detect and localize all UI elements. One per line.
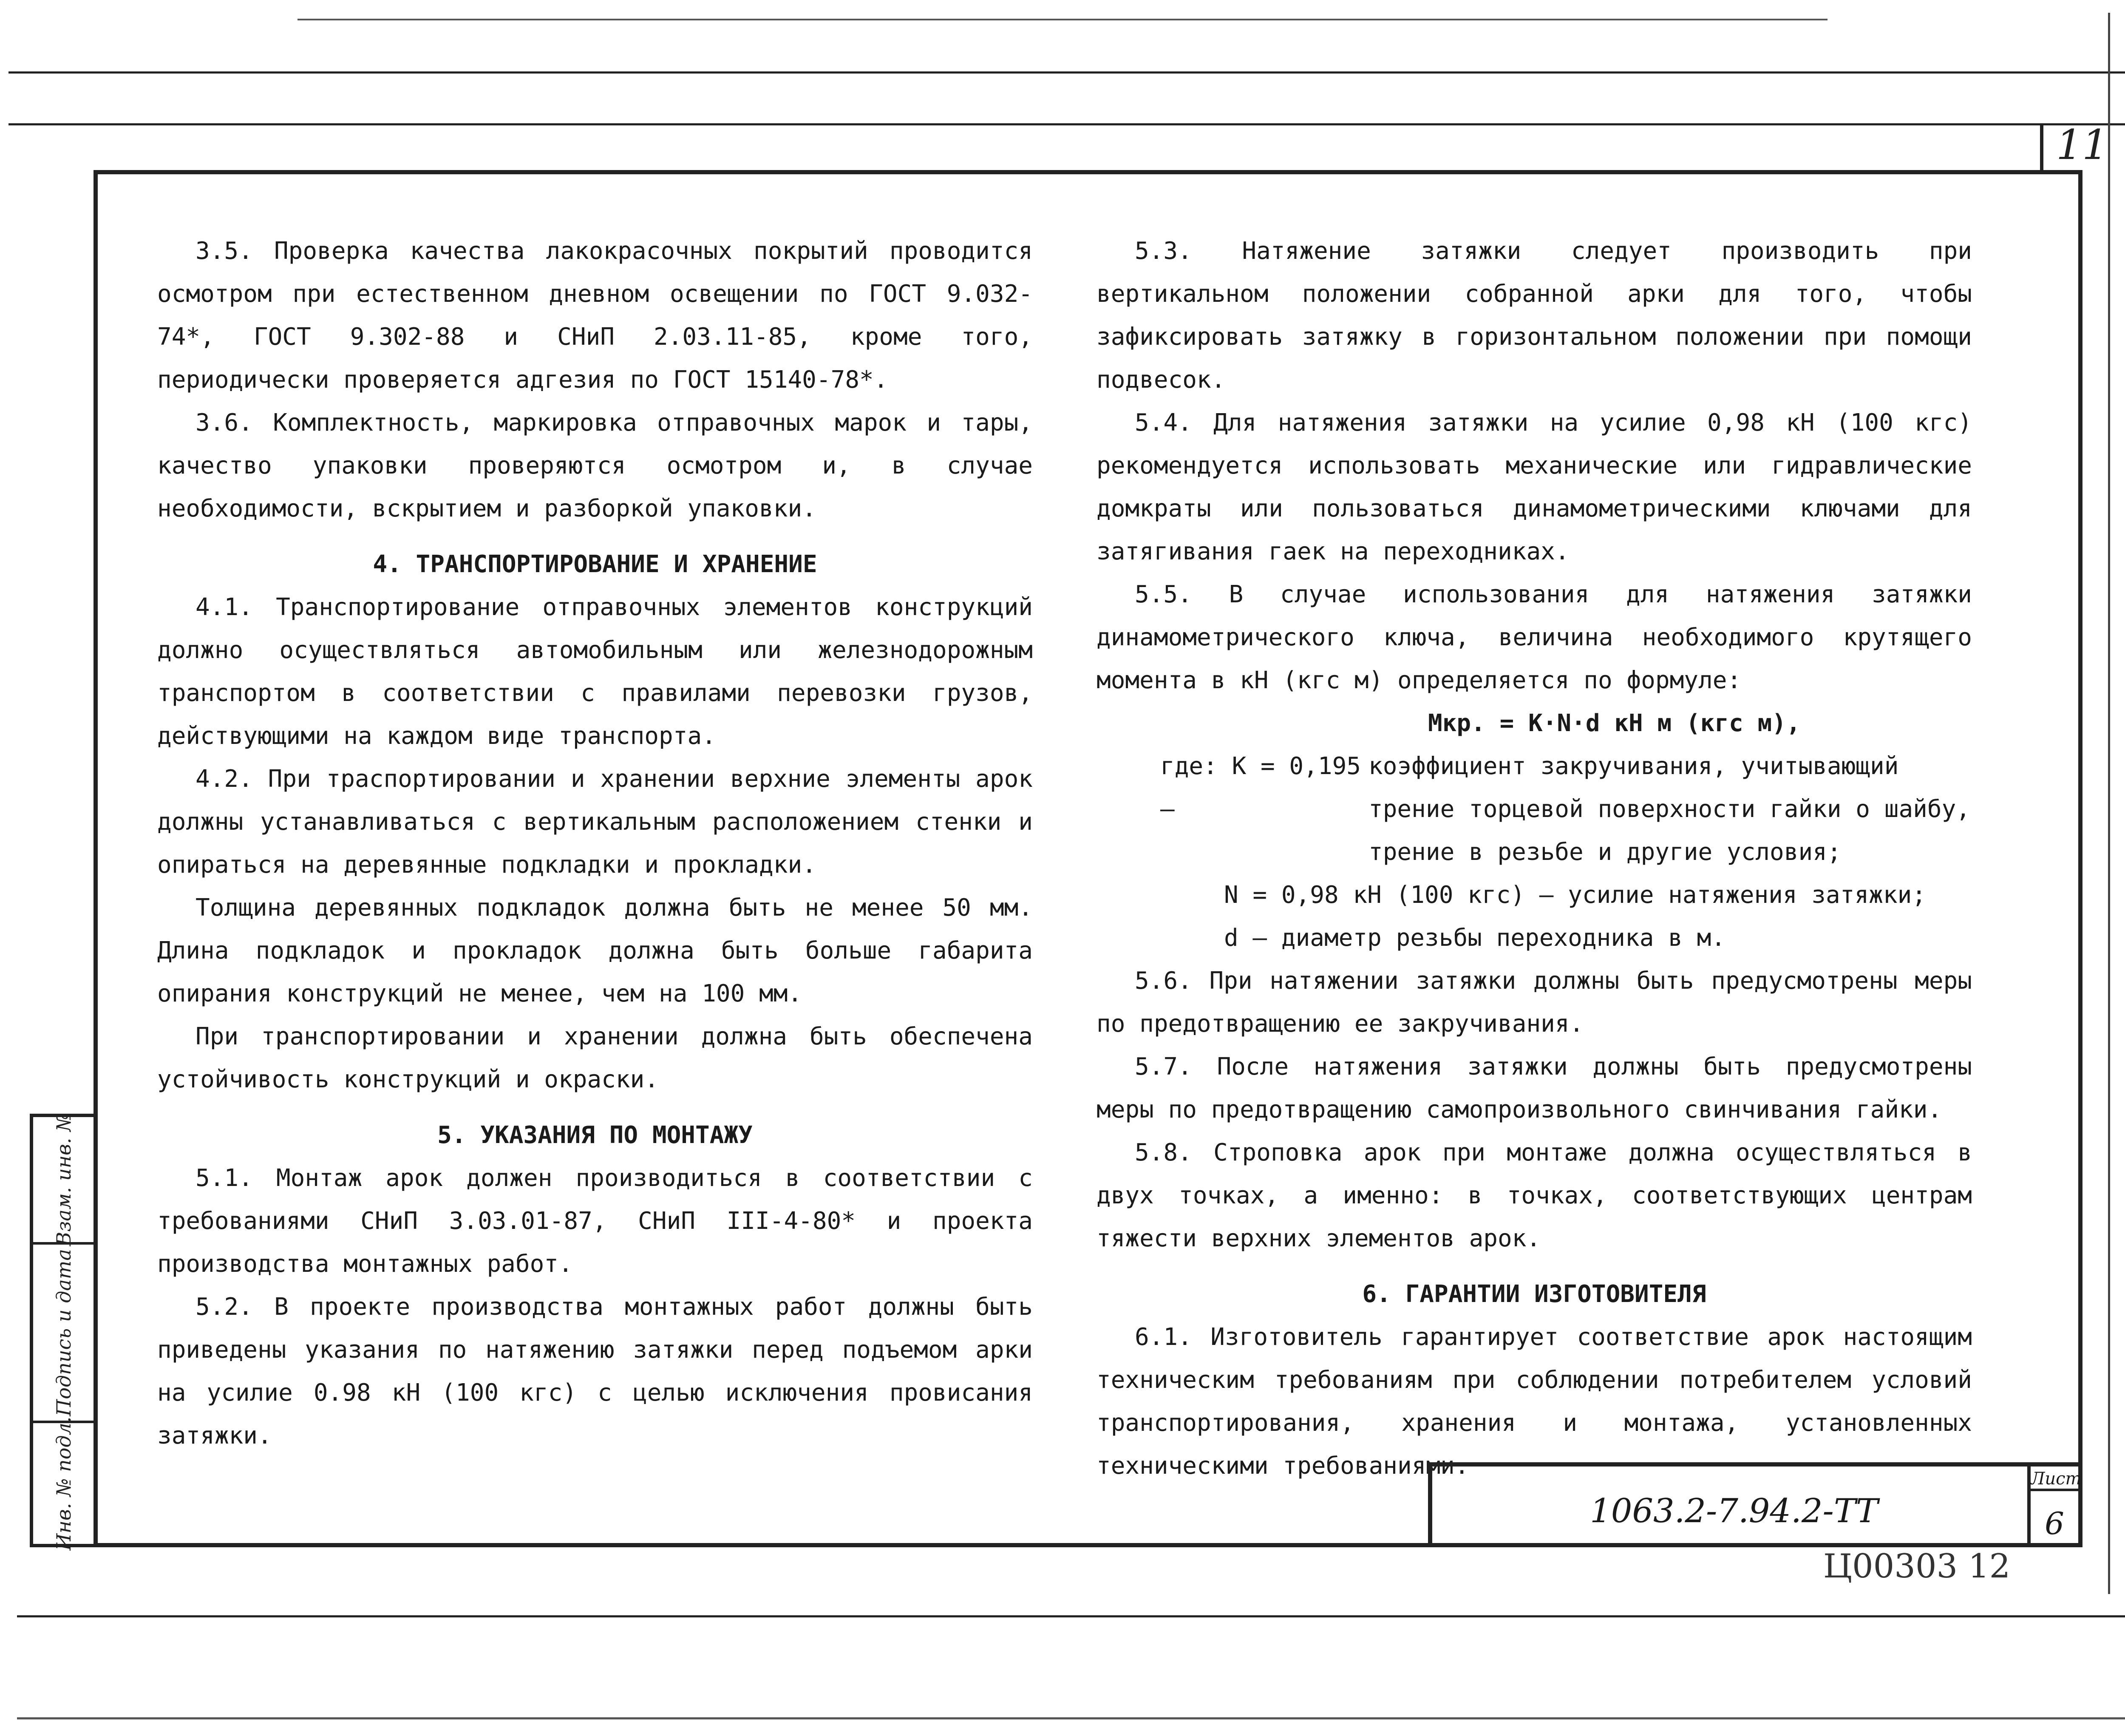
paragraph: 4.1. Транспортирование отправочных элементов конструкций должно осуществляться автомобильным или железнодорожным транспортом в соответствии с правилами перевозки грузов, действующими на каждом виде транспорта. [157,593,1033,750]
scan-line-top [298,19,1828,20]
scan-line-lower [17,1615,2125,1617]
page-number: 11 [2056,121,2108,169]
sheet-box [2027,1467,2082,1543]
sheet-number: 6 [2045,1506,2064,1541]
paragraph: 5.3. Натяжение затяжки следует производить при вертикальном положении собранной арки для того, чтобы зафиксировать затяжку в горизонтальном положении при помощи подвесок. [1096,237,1972,394]
sidebar-cell-inventory [33,1416,94,1551]
section-heading: 5. УКАЗАНИЯ ПО МОНТАЖУ [437,1121,753,1149]
paragraph: 6.1. Изготовитель гарантирует соответствие арок настоящим техническим требованиям при соблюдении потребителем условий транспортирования, хранения и монтажа, установленных техническими требованиями. [1096,1323,1972,1480]
left-column [157,230,1033,1457]
sidebar-stamp [30,1113,98,1551]
paragraph: Толщина деревянных подкладок должна быть не менее 50 мм. Длина подкладок и прокладок должна быть больше габарита опирания конструкций не менее, чем на 100 мм. [157,894,1033,1007]
document-code: 1063.2-7.94.2-ТТ [1590,1492,1878,1530]
paragraph: 5.4. Для натяжения затяжки на усилие 0,98 кН (100 кгс) рекомендуется использовать механические или гидравлические домкраты или пользоваться динамометрическими ключами для затягивания гаек на переходниках. [1096,409,1972,565]
right-column-top [1096,230,1972,702]
formula-k-desc-line: трение торцевой поверхности гайки о шайбу, [1368,795,1971,823]
right-column-bottom [1096,959,1972,1487]
paragraph: 3.6. Комплектность, маркировка отправочных марок и тары, качество упаковки проверяются осмотром и, в случае необходимости, вскрытием и разборкой упаковки. [157,409,1033,522]
formula-block [1096,702,1972,959]
section-heading: 4. ТРАНСПОРТИРОВАНИЕ И ХРАНЕНИЕ [373,550,817,578]
paragraph: 5.1. Монтаж арок должен производиться в соответствии с требованиями СНиП 3.03.01-87, СНиП III-4-80* и проекта производства монтажных работ. [157,1164,1033,1278]
formula-d-line: d – диаметр резьбы переходника в м. [1224,924,1726,952]
scan-line-upper [8,71,2125,74]
paragraph: 4.2. При траспортировании и хранении верхние элементы арок должны устанавливаться с вертикальным расположением стенки и опираться на деревянные подкладки и прокладки. [157,765,1033,879]
paragraph: 5.7. После натяжения затяжки должны быть предусмотрены меры по предотвращению самопроизвольного свинчивания гайки. [1096,1053,1972,1123]
formula-n-line: N = 0,98 кН (100 кгс) – усилие натяжения затяжки; [1224,881,1927,909]
formula-main: Мкр. = К·N·d кН м (кгс м), [1428,709,1801,737]
scan-line-bottom [17,1717,2125,1719]
right-column [1096,230,1972,1487]
formula-k-label: где: К = 0,195 – [1160,752,1361,823]
paragraph: При транспортировании и хранении должна быть обеспечена устойчивость конструкций и окраски. [157,1023,1033,1093]
paragraph: 5.2. В проекте производства монтажных работ должны быть приведены указания по натяжению затяжки перед подъемом арки на усилие 0.98 кН (100 кгс) с целью исключения провисания затяжки. [157,1293,1033,1450]
sidebar-cell-signature [33,1245,94,1423]
formula-k-desc-line: коэффициент закручивания, учитывающий [1368,752,1899,780]
paragraph: 3.5. Проверка качества лакокрасочных покрытий проводится осмотром при естественном дневном освещении по ГОСТ 9.032-74*, ГОСТ 9.302-88 и СНиП 2.03.11-85, кроме того, периодически проверяется адгезия по ГОСТ 15140-78*. [157,237,1033,394]
scan-line-right [2108,13,2110,1594]
sidebar-label-inventory: Инв. № подл. [52,1416,75,1551]
formula-k-desc-line: трение в резьбе и другие условия; [1368,838,1842,866]
section-heading: 6. ГАРАНТИИ ИЗГОТОВИТЕЛЯ [1362,1280,1706,1308]
title-block [1428,1462,2082,1547]
paragraph: 5.8. Строповка арок при монтаже должна осуществляться в двух точках, а именно: в точках, соответствующих центрам тяжести верхних элементов арок. [1096,1139,1972,1252]
sidebar-label-replace: Взам. инв. № [52,1113,75,1246]
formula-k-desc [1368,745,1970,874]
paragraph: 5.6. При натяжении затяжки должны быть предусмотрены меры по предотвращению ее закручивания. [1096,967,1972,1038]
sidebar-cell-replace [33,1113,94,1246]
scan-line-upper-2 [8,123,2125,125]
paragraph: 5.5. В случае использования для натяжения затяжки динамометрического ключа, величина необходимого крутящего момента в кН (кгс м) определяется по формуле: [1096,581,1972,694]
archive-number: Ц00303 12 [1823,1547,2011,1586]
formula-k-row [1096,745,1972,874]
sidebar-label-signature: Подпись и дата [52,1249,75,1416]
sheet-label: Лист [2031,1469,2078,1491]
